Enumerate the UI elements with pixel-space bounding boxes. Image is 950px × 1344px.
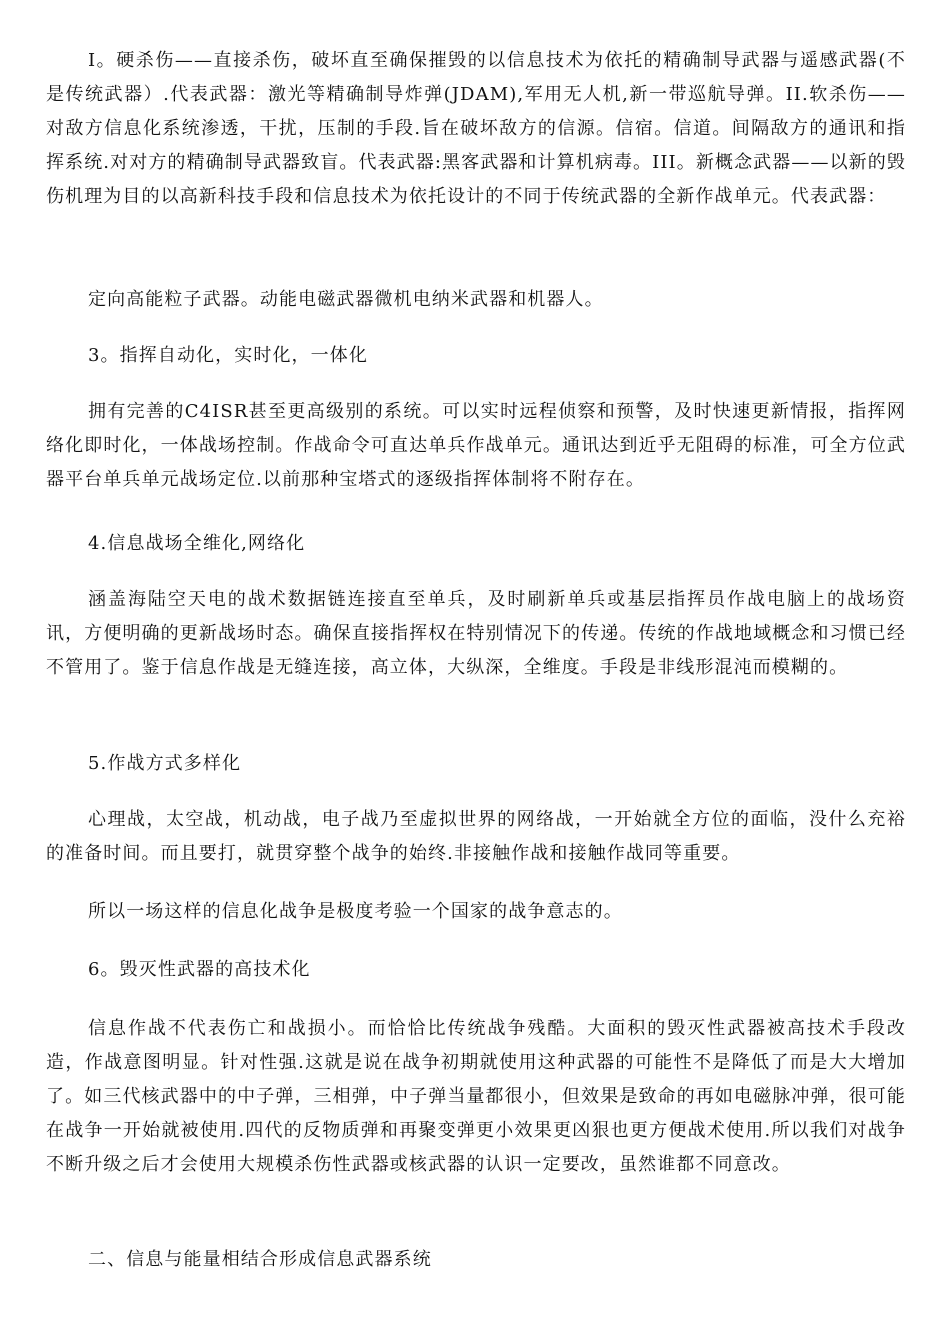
paragraph-high-tech-destruction: 信息作战不代表伤亡和战损小。而恰恰比传统战争残酷。大面积的毁灭性武器被高技术手段改造，作战意图明显。针对性强.这就是说在战争初期就使用这种武器的可能性不是降低了而是大大增加了。如三代核武器中的中子弹，三相弹，中子弹当量都很小，但效果是致命的再如电磁脉冲弹，很可能在战争一开始就被使用.四代的反物质弹和再聚变弹更小效果更凶狠也更方便战术使用.所以我们对战争不断升级之后才会使用大规模杀伤性武器或核武器的认识一定要改，虽然谁都不同意改。 xyxy=(46,1018,906,1175)
section-heading-information-energy: 二、信息与能量相结合形成信息武器系统 xyxy=(88,1249,432,1270)
paragraph-c4isr: 拥有完善的C4ISR甚至更高级别的系统。可以实时远程侦察和预警，及时快速更新情报，指挥网络化即时化，一体战场控制。作战命令可直达单兵作战单元。通讯达到近乎无阻碍的标准，可全方位武器平台单兵单元战场定位.以前那种宝塔式的逐级指挥体制将不附存在。 xyxy=(46,401,906,490)
heading-battlefield-dimension: 4.信息战场全维化,网络化 xyxy=(88,533,306,554)
heading-combat-diversity: 5.作战方式多样化 xyxy=(88,753,242,774)
paragraph-war-will: 所以一场这样的信息化战争是极度考验一个国家的战争意志的。 xyxy=(88,901,623,922)
heading-destructive-weapons: 6。毁灭性武器的高技术化 xyxy=(88,959,311,980)
paragraph-weapon-types: I。硬杀伤——直接杀伤，破坏直至确保摧毁的以信息技术为依托的精确制导武器与遥感武器(不是传统武器）.代表武器：激光等精确制导炸弹(JDAM),军用无人机,新一带巡航导弹。II.软杀伤——对敌方信息化系统渗透，干扰，压制的手段.旨在破坏敌方的信源。信宿。信道。间隔敌方的通讯和指挥系统.对对方的精确制导武器致盲。代表武器:黑客武器和计算机病毒。III。新概念武器——以新的毁伤机理为目的以高新科技手段和信息技术为依托设计的不同于传统武器的全新作战单元。代表武器： xyxy=(46,50,906,207)
paragraph-warfare-modes: 心理战，太空战，机动战，电子战乃至虚拟世界的网络战，一开始就全方位的面临，没什么充裕的准备时间。而且要打，就贯穿整个战争的始终.非接触作战和接触作战同等重要。 xyxy=(46,809,906,864)
heading-command-automation: 3。指挥自动化，实时化，一体化 xyxy=(88,345,368,366)
paragraph-data-link: 涵盖海陆空天电的战术数据链连接直至单兵，及时刷新单兵或基层指挥员作战电脑上的战场资讯，方便明确的更新战场时态。确保直接指挥权在特别情况下的传递。传统的作战地域概念和习惯已经不管用了。鉴于信息作战是无缝连接，高立体，大纵深，全维度。手段是非线形混沌而模糊的。 xyxy=(46,589,906,678)
paragraph-new-concept-weapons: 定向高能粒子武器。动能电磁武器微机电纳米武器和机器人。 xyxy=(88,289,604,310)
